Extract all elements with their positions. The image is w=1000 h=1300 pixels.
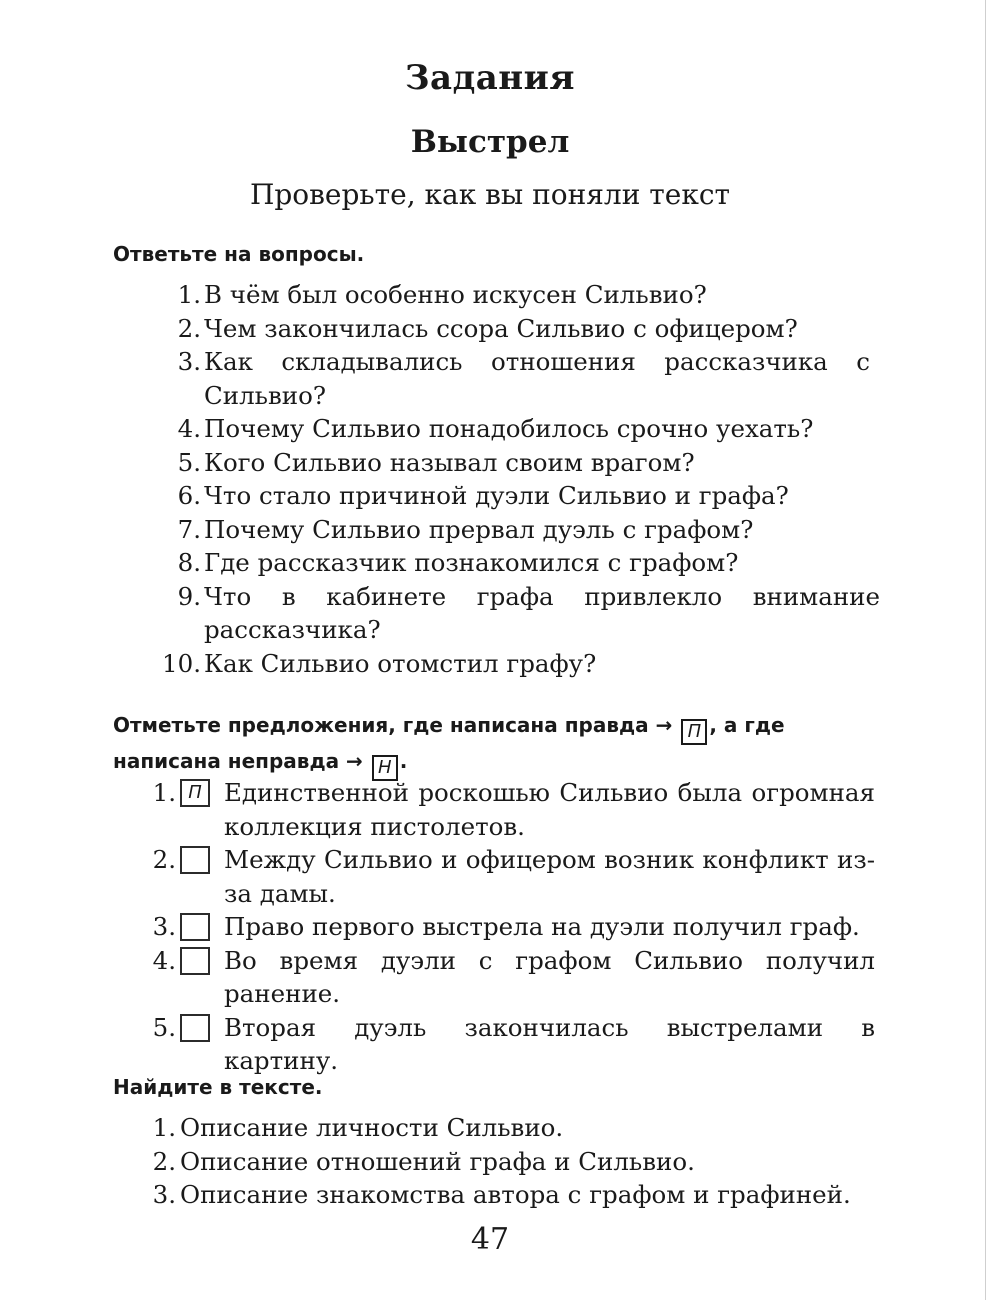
- item-number: 3.: [177, 347, 201, 376]
- true-false-title: [113, 709, 873, 781]
- list-item: [150, 647, 880, 681]
- item-text: Описание знакомства автора с графом и графиней.: [180, 1180, 851, 1209]
- true-false-list: [140, 776, 875, 1078]
- item-number: 1.: [177, 280, 201, 309]
- find-title: Найдите в тексте.: [113, 1075, 323, 1099]
- list-item: [140, 944, 875, 1011]
- item-text: Чем закончилась ссора Сильвио с офицером?: [204, 313, 798, 343]
- list-item: [140, 1145, 875, 1179]
- item-number: 2.: [152, 845, 176, 874]
- item-text: Почему Сильвио понадобилось срочно уехать?: [204, 414, 814, 443]
- questions-title: Ответьте на вопросы.: [113, 242, 365, 266]
- page-number: 47: [470, 1222, 510, 1257]
- list-item: [140, 1178, 875, 1212]
- answer-checkbox[interactable]: [180, 913, 210, 941]
- list-item: [150, 446, 880, 480]
- item-number: 7.: [177, 514, 201, 544]
- item-number: 5.: [177, 447, 201, 477]
- item-number: 2.: [177, 313, 201, 343]
- item-text: Единственной роскошью Сильвио была огромная коллекция пистолетов.: [224, 778, 875, 841]
- find-list: [140, 1111, 875, 1212]
- list-item: [150, 513, 880, 547]
- list-item: [150, 345, 880, 412]
- list-item: [150, 546, 880, 580]
- item-text: Описание личности Сильвио.: [180, 1113, 564, 1142]
- item-number: 8.: [177, 548, 201, 577]
- false-mark-box: Н: [372, 755, 398, 781]
- list-item: [140, 1111, 875, 1145]
- item-number: 5.: [152, 1012, 176, 1042]
- page-edge-divider: [985, 0, 986, 1300]
- answer-checkbox[interactable]: [180, 947, 210, 975]
- item-text: Как Сильвио отомстил графу?: [204, 648, 597, 678]
- story-title: Выстрел: [410, 124, 570, 160]
- list-item: [150, 412, 880, 446]
- item-number: 3.: [152, 912, 176, 941]
- list-item: [150, 312, 880, 346]
- section-subtitle: Проверьте, как вы поняли текст: [249, 178, 731, 211]
- item-text: Описание отношений графа и Сильвио.: [180, 1146, 695, 1176]
- item-number: 1.: [152, 778, 176, 807]
- item-text: Между Сильвио и офицером возник конфликт из-за дамы.: [224, 845, 875, 908]
- list-item: [140, 910, 875, 944]
- item-number: 3.: [152, 1180, 176, 1209]
- true-mark-box: П: [681, 719, 707, 745]
- true-false-title-part1: Отметьте предложения, где написана правда →: [113, 713, 673, 737]
- item-text: Где рассказчик познакомился с графом?: [204, 548, 739, 577]
- item-text: Что стало причиной дуэли Сильвио и графа?: [204, 481, 789, 510]
- item-text: Как складывались отношения рассказчика с Сильвио?: [204, 347, 870, 410]
- item-number: 10.: [162, 648, 201, 678]
- item-number: 9.: [177, 581, 201, 611]
- list-item: [140, 843, 875, 910]
- item-number: 6.: [177, 481, 201, 510]
- list-item: [150, 479, 880, 513]
- item-number: 2.: [152, 1146, 176, 1176]
- item-number: 4.: [152, 945, 176, 975]
- item-text: Что в кабинете графа привлекло внимание рассказчика?: [204, 581, 880, 644]
- item-text: В чём был особенно искусен Сильвио?: [204, 280, 707, 309]
- answer-checkbox[interactable]: [180, 1014, 210, 1042]
- list-item: [150, 580, 880, 647]
- item-text: Право первого выстрела на дуэли получил граф.: [224, 912, 860, 941]
- item-text: Вторая дуэль закончилась выстрелами в картину.: [224, 1012, 875, 1075]
- questions-list: [150, 278, 880, 680]
- item-text: Во время дуэли с графом Сильвио получил ранение.: [224, 945, 875, 1008]
- answer-checkbox[interactable]: [180, 846, 210, 874]
- list-item: [140, 1011, 875, 1078]
- list-item: [140, 776, 875, 843]
- true-false-title-part2: , а где написана неправда →: [113, 713, 785, 773]
- true-false-title-part3: .: [399, 749, 408, 773]
- answer-checkbox[interactable]: П: [180, 779, 210, 807]
- list-item: [150, 278, 880, 312]
- item-text: Почему Сильвио прервал дуэль с графом?: [204, 514, 754, 544]
- item-number: 4.: [177, 414, 201, 443]
- item-number: 1.: [152, 1113, 176, 1142]
- page-heading: Задания: [405, 58, 575, 98]
- item-text: Кого Сильвио называл своим врагом?: [204, 447, 695, 477]
